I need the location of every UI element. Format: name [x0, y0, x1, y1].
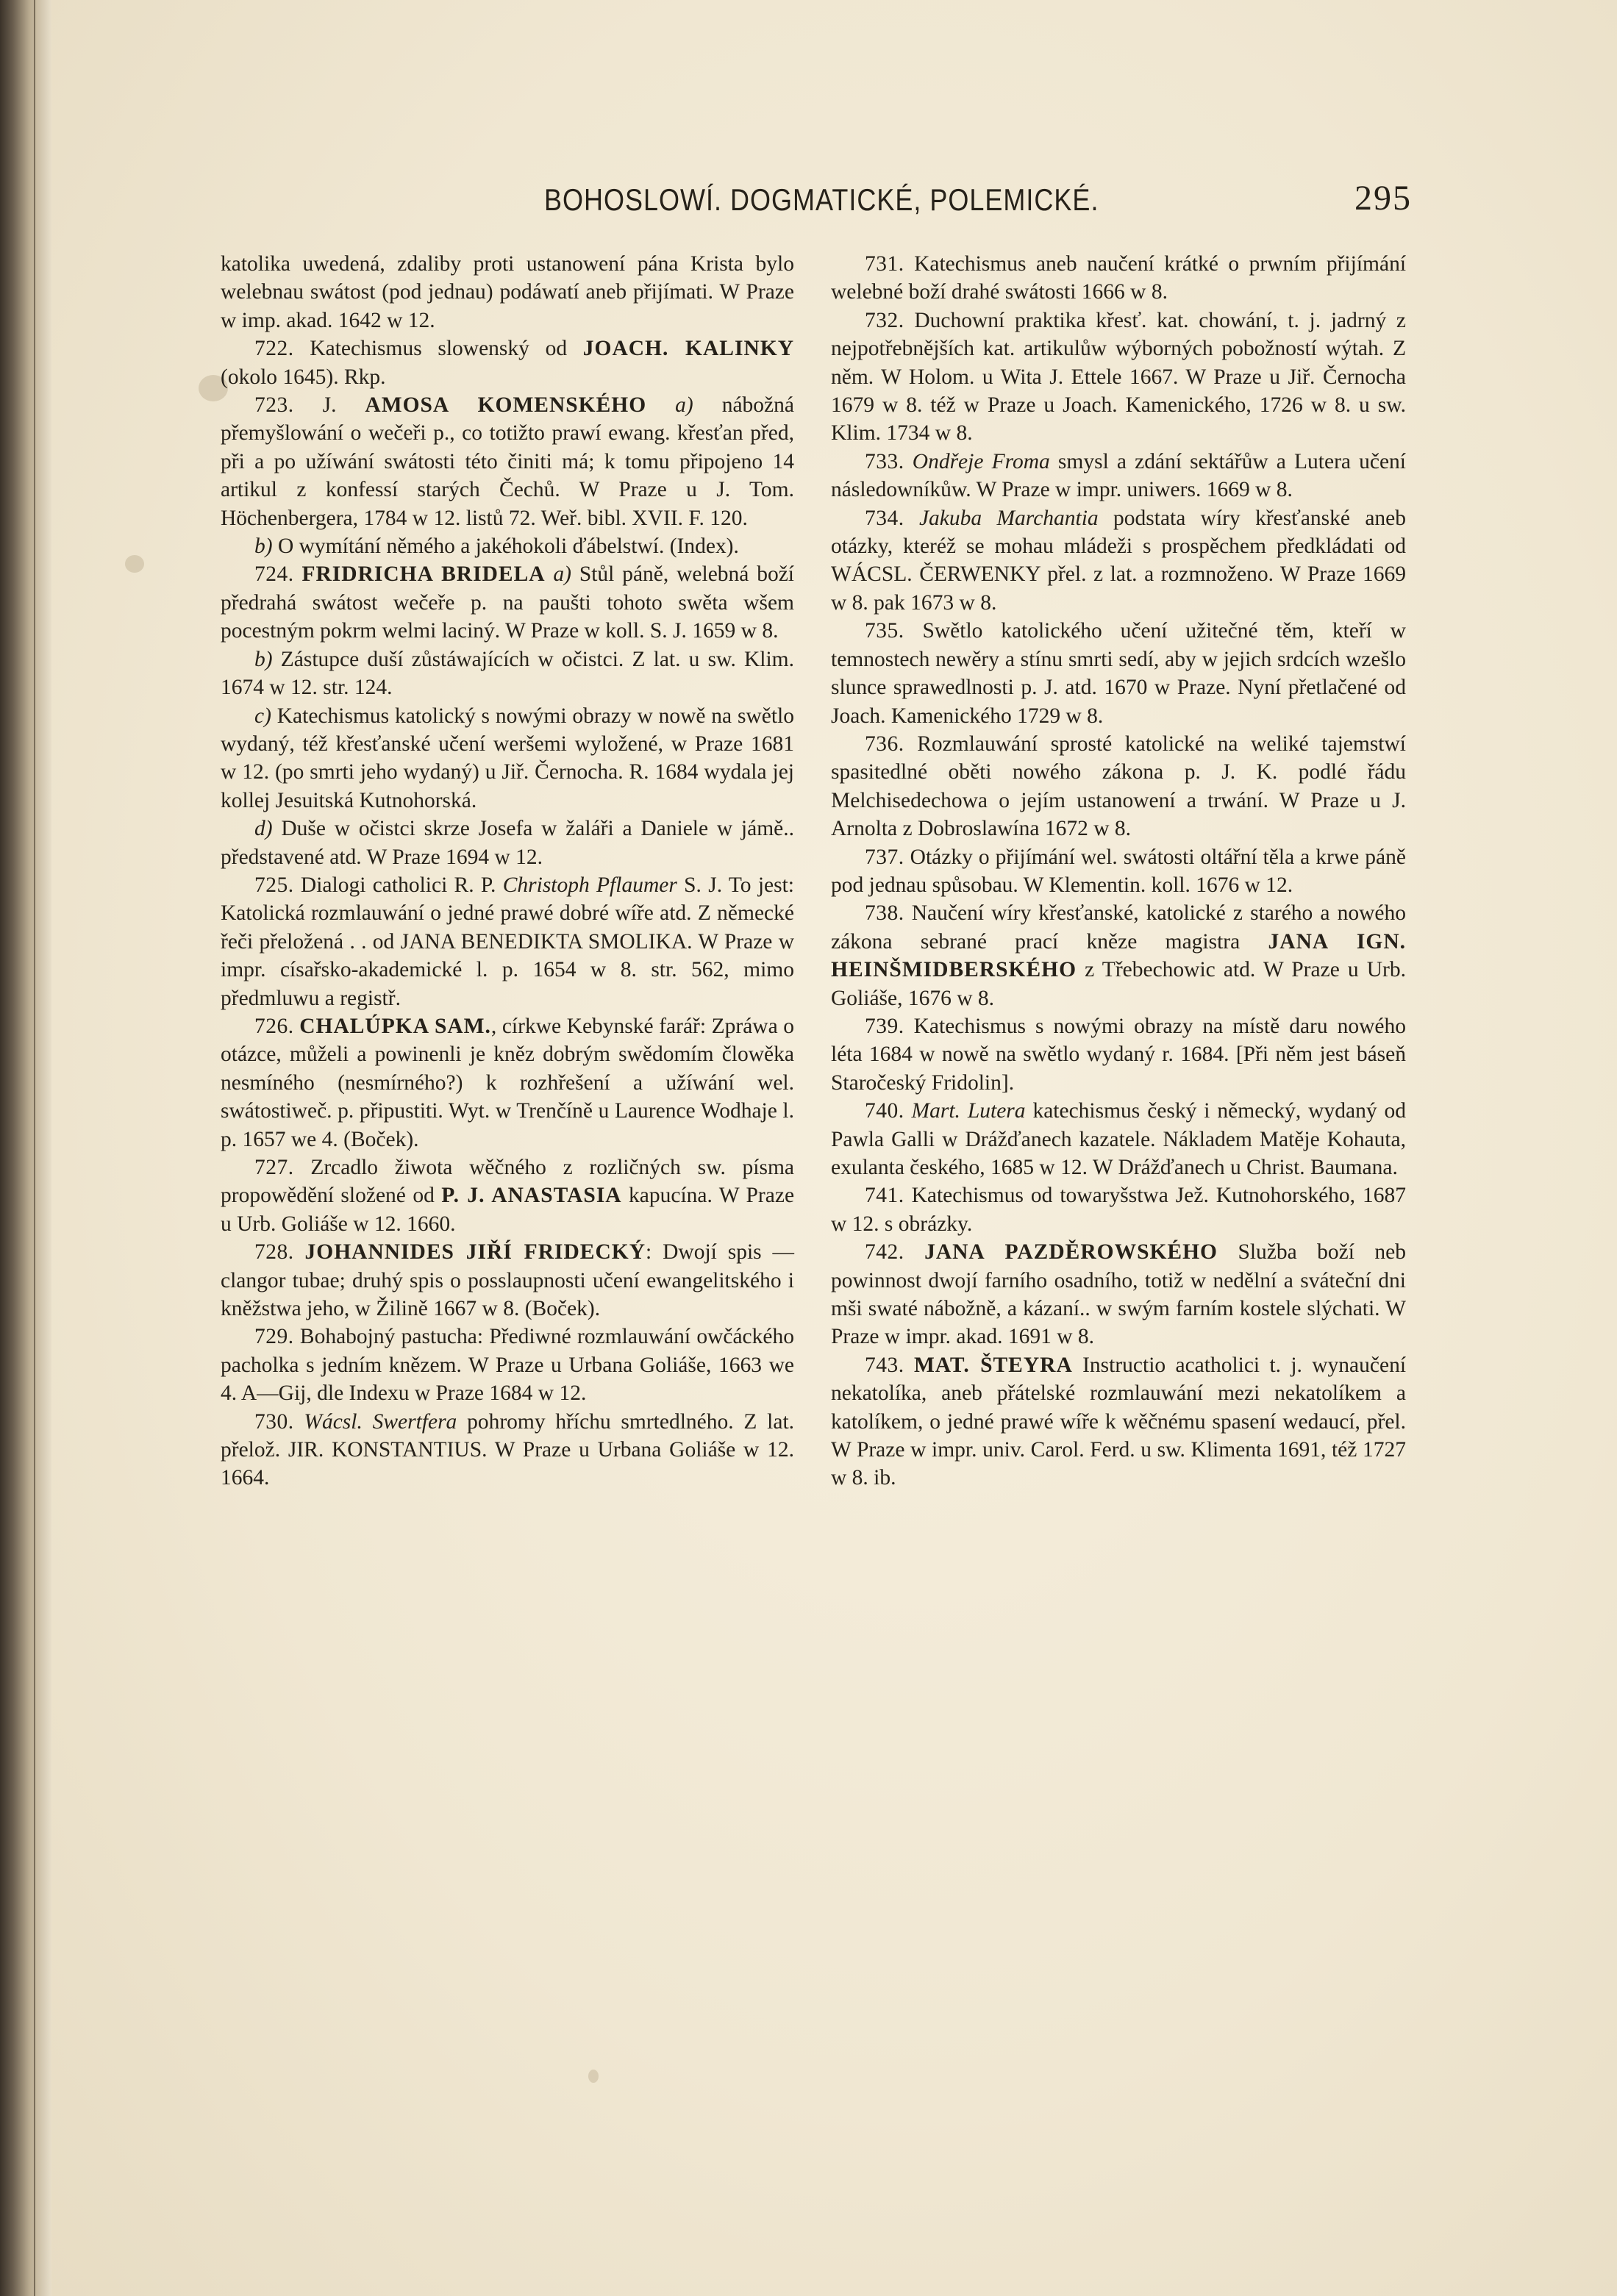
entry-737: 737. Otázky o přijímání wel. swátosti oltářní těla a krwe páně pod jednau spůsobau. W Klementin. koll. 1676 w 12. — [831, 845, 1406, 897]
entry-730: 730. Wácsl. Swertfera pohromy hříchu smrtedlného. Z lat. přelož. JIR. KONSTANTIUS. W Praze u Urbana Goliáše w 12. 1664. — [221, 1409, 795, 1490]
entry-732: 732. Duchowní praktika křesť. kat. chowání, t. j. jadrný z nejpotřebnějších kat. artikulůw wýborných pobožností wýtah. Z něm. W Holom. u Wita J. Ettele 1667. W Praze u Jiř. Černocha 1679 w 8. též w Praze u Joach. Kamenického, 1726 w 8. u sw. Klim. 1734 w 8. — [831, 308, 1406, 446]
running-head: BOHOSLOWÍ. DOGMATICKÉ, POLEMICKÉ. — [544, 182, 1099, 218]
entry-723-b: b) O wymítání němého a jakéhokoli ďábelstwí. (Index). — [254, 534, 739, 559]
entry-722: 722. Katechismus slowenský od JOACH. KALINKY (okolo 1645). Rkp. — [221, 337, 795, 389]
entry-729: 729. Bohabojný pastucha: Přediwné rozmlauwání owčáckého pacholka s jedním knězem. W Praze u Urbana Goliáše, 1663 we 4. A—Gij, dle Indexu w Praze 1684 w 12. — [221, 1325, 794, 1406]
entry-728: 728. JOHANNIDES JIŘÍ FRIDECKÝ: Dwojí spis — clangor tubae; druhý spis o posslaupnosti učení ewangelitského i kněžstwa jeho, w Žilině 1667 w 8. (Boček). — [221, 1240, 795, 1321]
entry-727: 727. Zrcadlo žiwota wěčného z rozličných sw. písma propowědění složené od P. J. ANASTASIA kapucína. W Praze u Urb. Goliáše w 12. 1660. — [221, 1156, 795, 1236]
book-binding — [0, 0, 51, 2296]
entry-735: 735. Swětlo katolického učení užitečné těm, kteří w temnostech newěry a stínu smrti sedí, aby w jejich srdcích wzešlo slunce sprawedlnosti p. J. atd. 1670 w Praze. Nyní přetlačené od Joach. Kamenického 1729 w 8. — [831, 619, 1406, 728]
page-header — [544, 179, 1412, 226]
entry-723: 723. J. AMOSA KOMENSKÉHO a) nábožná přemyšlowání o wečeři p., co totižto prawí ewang. křesťan před, při a po užíwání swátosti této činiti má; k tomu připojeno 14 artikul z konfessí starých Čechů. W Praze u J. Tom. Höchenbergera, 1784 w 12. listů 72. Weř. bibl. XVII. F. 120. — [221, 393, 794, 530]
right-column — [831, 250, 1406, 1492]
entry-740: 740. Mart. Lutera katechismus český i německý, wydaný od Pawla Galli w Drážďanech kazatele. Nákladem Matěje Kohauta, exulanta českého, 1685 w 12. W Drážďanech u Christ. Baumana. — [831, 1099, 1406, 1179]
paper-stain — [588, 2070, 599, 2083]
paper-stain — [125, 555, 144, 573]
binding-edge — [34, 0, 35, 2296]
entry-734: 734. Jakuba Marchantia podstata wíry křesťanské aneb otázky, kteréž se mohau mládeži s prospěchem předkládati od WÁCSL. ČERWENKY přel. z lat. a rozmnoženo. W Praze 1669 w 8. pak 1673 w 8. — [831, 506, 1407, 615]
entry-739: 739. Katechismus s nowými obrazy na místě daru nowého léta 1684 w nowě na swětlo wydaný r. 1684. [Při něm jest báseň Staročeský Fridolin]. — [831, 1014, 1407, 1095]
entry-726: 726. CHALÚPKA SAM., církwe Kebynské farář: Zpráwa o otázce, můželi a powinenli je kněz dobrým swědomím člowěka nesmíného (nesmírného?) k rozhřešení a užíwání wel. swátostiweč. p. připustiti. Wyt. w Trenčíně u Laurence Wodhaje l. p. 1657 we 4. (Boček). — [221, 1014, 795, 1151]
entry-741: 741. Katechismus od towaryšstwa Jež. Kutnohorského, 1687 w 12. s obrázky. — [831, 1184, 1406, 1236]
entry-743: 743. MAT. ŠTEYRA Instructio acatholici t. j. wynaučení nekatolíka, aneb přátelské rozmlauwání mezi nekatolíkem a katolíkem, o jedné prawé wíře k wěčnému spasení wedaucí, přel. W Praze w impr. univ. Carol. Ferd. u sw. Klimenta 1691, též 1727 w 8. ib. — [831, 1353, 1407, 1490]
entry-724-c: c) Katechismus katolický s nowými obrazy w nowě na swětlo wydaný, též křesťanské učení weršemi wyložené, w Praze 1681 w 12. (po smrti jeho wydaný) u Jiř. Černocha. R. 1684 wydala jej kollej Jesuitská Kutnohorská. — [221, 704, 794, 812]
entry-731: 731. Katechismus aneb naučení krátké o prwním přijímání welebné boží drahé swátosti 1666 w 8. — [831, 252, 1407, 304]
entry-continuation: katolika uwedená, zdaliby proti ustanowení pána Krista bylo welebnau swátost (pod jednau) podáwatí aneb přijímati. W Praze w imp. akad. 1642 w 12. — [221, 252, 794, 332]
entry-725: 725. Dialogi catholici R. P. Christoph Pflaumer S. J. To jest: Katolická rozmlauwání o jedné prawé dobré wíře atd. Z německé řeči přeložená . . od JANA BENEDIKTA SMOLIKA. W Praze w impr. císařsko-akademické l. p. 1654 w 8. str. 562, mimo předmluwu a registř. — [221, 873, 794, 1010]
left-column — [221, 250, 794, 1492]
entry-736: 736. Rozmlauwání sprosté katolické na weliké tajemstwí spasitedlné oběti nowého zákona p. J. K. podlé řádu Melchisedechowa o jejím ustanowení a trwání. W Praze u J. Arnolta z Dobroslawína 1672 w 8. — [831, 732, 1406, 841]
entry-724-b: b) Zástupce duší zůstáwajících w očistci. Z lat. u sw. Klim. 1674 w 12. str. 124. — [221, 647, 795, 700]
entry-724: 724. FRIDRICHA BRIDELA a) Stůl páně, welebná boží předrahá swátost wečeře p. na paušti tohoto swěta wšem pocestným pokrm welmi laciný. W Praze w koll. S. J. 1659 w 8. — [221, 562, 795, 643]
entry-724-d: d) Duše w očistci skrze Josefa w žaláři a Daniele w jámě.. představené atd. W Praze 1694 w 12. — [221, 817, 795, 869]
entry-738: 738. Naučení wíry křesťanské, katolické z starého a nowého zákona sebrané prací kněze magistra JANA IGN. HEINŠMIDBERSKÉHO z Třebechowic atd. W Praze u Urb. Goliáše, 1676 w 8. — [831, 901, 1407, 1010]
page-number: 295 — [1354, 179, 1412, 218]
entry-733: 733. Ondřeje Froma smysl a zdání sektářůw a Lutera učení následowníkůw. W Praze w impr. uniwers. 1669 w 8. — [831, 449, 1406, 502]
entry-742: 742. JANA PAZDĚROWSKÉHO Služba boží neb powinnost dwojí farního osadního, totiž w nedělní a sváteční dni mši swaté nábožně, a kázaní.. w swým farním kostele slýchati. W Praze w impr. akad. 1691 w 8. — [831, 1240, 1406, 1349]
